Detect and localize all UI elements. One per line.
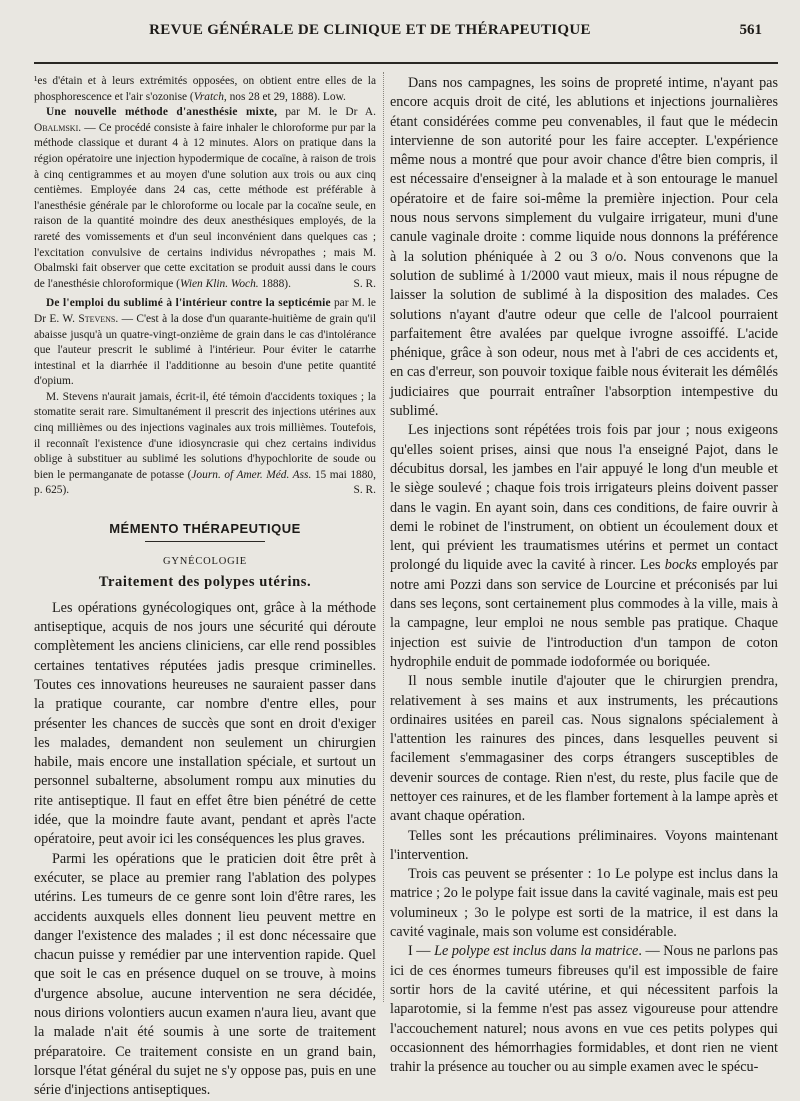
abstract-author: E. W. Stevens xyxy=(49,312,116,325)
abstract-anesthesie: Une nouvelle méthode d'anesthésie mixte, par M. le Dr A. Obalmski. — Ce procédé consiste à faire inhaler le chloroforme pur par la méthode classique et durant 4 à 12 minutes. Alors on pratique dans la région opératoire une injection hypodermique de cocaïne, à raison de trois à cinq centigrammes et au moyen d'une solution aux trois ou aux cinq centièmes. Employée dans 24 cas, cette méthode est préférable à l'anesthésie générale par le chloroforme ou locale par la cocaïne seule, en raison de la quantité moindre des deux anesthésiques employés, de la rareté des vomissements et d'un seul inconvénient dans quelques cas ; l'excitation convulsive de certains individus névropathes ; mais M. Obalmski fait observer que cette excitation se produit aussi dans le cours de l'anesthésie chloroformique (Wien Klin. Woch. 1888). S. R. xyxy=(34,105,376,292)
body-paragraph: Les opérations gynécologiques ont, grâce à la méthode antiseptique, acquis de nos jours une sécurité qui déroute complètement les anciens cliniciens, car elle rend possibles certaines tentatives réputées jadis presque criminelles. Toutes ces innovations heureuses ne sauraient passer dans la pratique courante, car nombre d'entre elles, pour présenter les chances de succès que sont en droit d'exiger les malades, demandent non seulement un chirurgien habile, mais encore une installation spéciale, et surtout un personnel subalterne, absolument rompu aux minuties du rite antiseptique. Il faut en effet être bien pénétré de cette idée, que la moindre faute avant, pendant et après l'acte opératoire, peut avoir ici les conséquences les plus graves. xyxy=(34,599,376,848)
abstract-title: De l'emploi du sublimé à l'intérieur contre la septicémie xyxy=(46,297,331,310)
body-paragraph: Il nous semble inutile d'ajouter que le chirurgien prendra, relativement à ses mains et aux instruments, les précautions ordinaires usitées en pareil cas. Nous signalons spécialement à l'attention les rainures des pinces, dans lesquelles peuvent si facilement s'emmagasiner des corps étrangers susceptibles de devenir sources de contage. Rien n'est, du reste, plus facile que de nettoyer ces rainures, et de les flamber fortement à la lampe après et avant chaque opération. xyxy=(390,673,778,825)
page-number: 561 xyxy=(739,22,762,38)
body-paragraph: Les injections sont répétées trois fois par jour ; nous exigeons qu'elles soient prises, ainsi que nous l'a enseigné Pajot, dans le décubitus dorsal, les jambes en l'air appuyé le long d'un meuble et le siège soulevé ; chaque fois trois irrigateurs pleins doivent passer dans le vagin. En ayant soin, dans ces conditions, de faire ouvrir à demi le robinet de l'instrument, on obtient un écoulement doux et lent, qui prévient les traumatismes utérins et permet un contact prolongé du liquide avec la cavité à rincer. Les bocks employés par notre ami Pozzi dans son service de Lourcine et préconisés par lui dans ses leçons, sont certainement plus commodes à la ville, mais à la campagne, leur emploi ne nous semble pas pratique. Chaque injection est suivie de l'introduction d'un tampon de coton hydrophile enduit de pommade iodoformée ou boriquée. xyxy=(390,422,778,670)
abstract-sublime: De l'emploi du sublimé à l'intérieur contre la septicémie par M. le Dr E. W. Stevens. — C'est à la dose d'un quarante-huitième de grain qu'il abaisse jusqu'à un quatre-vingt-onzième de grain dans le cas d'intolérance que l'auteur prescrit le sublimé à l'intérieur. Pour éviter le catarrhe intestinal et la diarrhée il l'additionne au besoin d'une petite quantité d'opium. xyxy=(34,297,376,388)
body-paragraph: Dans nos campagnes, les soins de propreté intime, n'ayant pas encore acquis droit de cité, les ablutions et injections journalières étant considérées comme peu convenables, il faut que le médecin intervienne de son autorité pour les faire accepter. L'expérience même nous a montré que pour avoir chance d'être bien compris, il est nécessaire d'enseigner à la malade et à son entourage le manuel opératoire et de faire soi-même la première injection. Pour cela nous nous servons simplement du vulgaire irrigateur, muni d'une canule vaginale droite : comme liquide nous donnons la préférence à la solution phéniquée à 2 ou 3 o/o. Nous convenons que la solution de sublimé à 1/2000 vaut mieux, mais il nous répugne de laisser la solution de sublimé à la disposition des malades. Ces solutions n'ayant d'autre odeur que celle de l'alcool pourraient parfaitement être avalées par quelque ivrogne assoiffé. L'acide phénique, grâce à son odeur, nous met à l'abri de ces accidents et, en cas d'erreur, son pouvoir toxique faible nous éviterait les démêlés judiciaires que pourrait entraîner l'absorption intempestive du sublimé. xyxy=(390,75,778,420)
abstract-signature: S. R. xyxy=(353,484,376,497)
body-paragraph: Parmi les opérations que le praticien doit être prêt à exécuter, se place au premier rang l'ablation des polypes utérins. Les tumeurs de ce genre sont loin d'être rares, les accidents auxquels elles donnent lieu peuvent mettre en danger l'existence des malades ; il est donc nécessaire que chacun puisse y remédier par une intervention rapide. Quel que soit le cas en présence duquel on se trouve, à moins d'urgence absolue, aucune intervention ne sera décidée, nous dirions volontiers aucun examen n'aura lieu, avant que la malade n'ait été soumis à une sorte de traitement préparatoire. Ce traitement consiste en un grand bain, lorsque l'état général du sujet ne s'y oppose pas, puis en une série d'injections antiseptiques. xyxy=(34,850,376,1099)
section-rule xyxy=(145,541,265,542)
subsection-heading: GYNÉCOLOGIE xyxy=(162,555,248,567)
abstract-sublime-p2: M. Stevens n'aurait jamais, écrit-il, été témoin d'accidents toxiques ; la stomatite serait rare. Simultanément il prescrit des injections utérines aux cinq millièmes ou des injections vaginales aux trois millièmes. Toutefois, il reconnaît l'existence d'une idiosyncrasie qui chez certains individus oblige à substituer au sublimé les solutions d'hypochlorite de soude ou bien le permanganate de potasse (Journ. of Amer. Méd. Ass. 15 mai 1880, p. 625). S. R. xyxy=(34,390,376,499)
section-heading: MÉMENTO THÉRAPEUTIQUE xyxy=(109,521,301,537)
header-rule xyxy=(34,62,778,64)
journal-title: REVUE GÉNÉRALE DE CLINIQUE ET DE THÉRAPEUTIQUE xyxy=(149,22,591,38)
abstract-signature: S. R. xyxy=(353,277,376,290)
fragment-paragraph: ¹es d'étain et à leurs extrémités opposées, on obtient entre elles de la phosphorescence et l'air s'ozonise (Vratch, nos 28 et 29, 1888). Low. xyxy=(34,75,376,103)
body-paragraph: I — Le polype est inclus dans la matrice. — Nous ne parlons pas ici de ces énormes tumeurs fibreuses qu'il est impossible de faire sortir hors de la cavité utérine, et qui nécessitent parfois la laparotomie, si la femme n'est pas assez vigoureuse pour attendre l'accouchement naturel; nous avons en vue ces petits polypes qui occasionnent des hémorrhagies formidables, et dont rien ne vient trahir la présence au toucher ou au simple examen avec le spécu- xyxy=(390,943,778,1076)
right-column xyxy=(390,74,778,1077)
body-paragraph: Trois cas peuvent se présenter : 1o Le polype est inclus dans la matrice ; 2o le polype fait issue dans la cavité vaginale, mais est peu volumineux ; 3o le polype est sorti de la matrice, il est dans la cavité vaginale, mais son volume est considérable. xyxy=(390,866,778,941)
left-column xyxy=(34,74,376,1101)
abstract-title: Une nouvelle méthode d'anesthésie mixte, xyxy=(46,106,278,119)
column-divider xyxy=(383,72,384,1002)
article-title: Traitement des polypes utérins. xyxy=(98,574,312,591)
running-header xyxy=(0,22,800,44)
abstract-author: Obalmski xyxy=(34,121,79,134)
body-paragraph: Telles sont les précautions préliminaires. Voyons maintenant l'intervention. xyxy=(390,827,778,863)
